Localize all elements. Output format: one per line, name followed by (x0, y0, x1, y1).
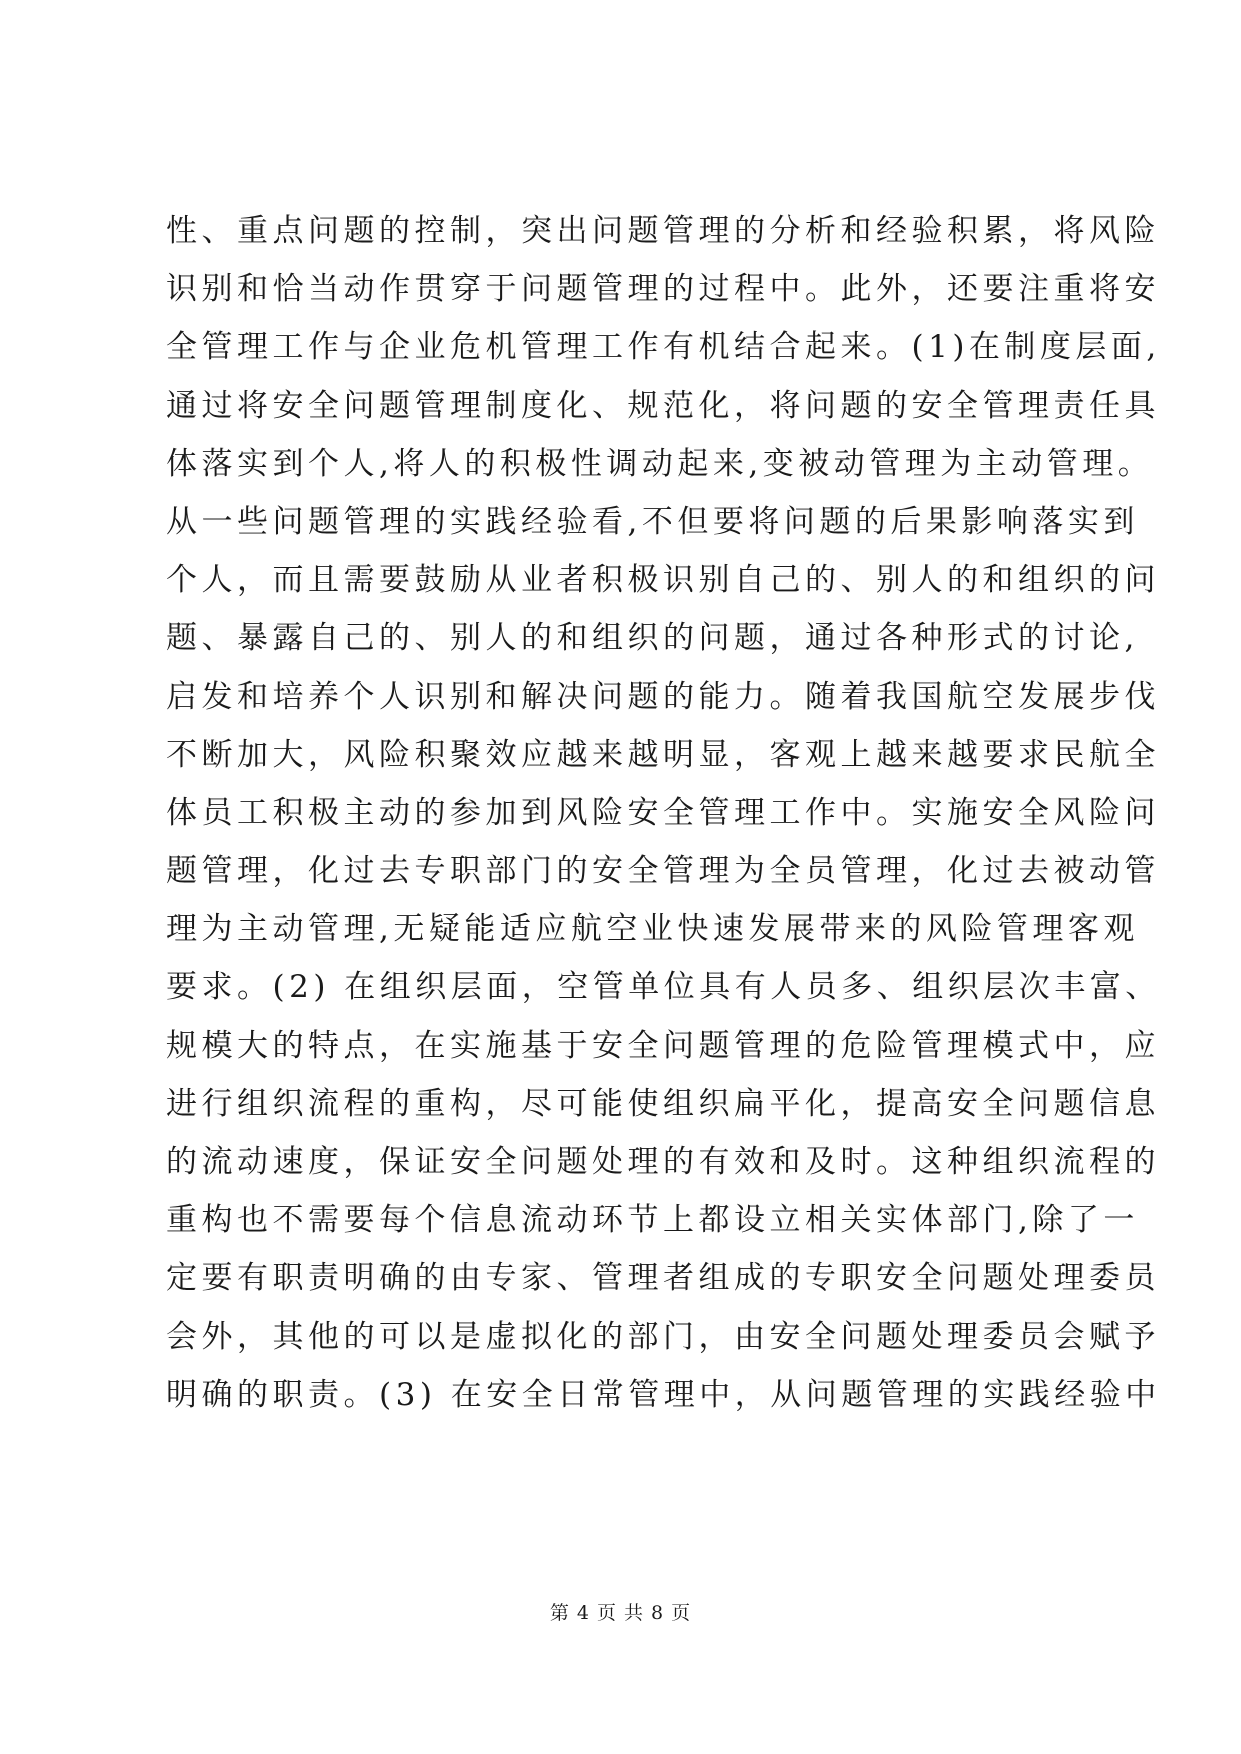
text-line: 启发和培养个人识别和解决问题的能力。随着我国航空发展步伐 (166, 678, 1160, 715)
text-line: 要求。(2) 在组织层面，空管单位具有人员多、组织层次丰富、 (166, 969, 1161, 1006)
body-text (166, 202, 1161, 1424)
text-line: 从一些问题管理的实践经验看,不但要将问题的后果影响落实到 (166, 503, 1139, 540)
text-line: 体落实到个人,将人的积极性调动起来,变被动管理为主动管理。 (166, 445, 1154, 482)
text-line: 题管理，化过去专职部门的安全管理为全员管理，化过去被动管 (166, 853, 1160, 890)
text-line: 的流动速度，保证安全问题处理的有效和及时。这种组织流程的 (166, 1144, 1160, 1180)
text-line: 题、暴露自己的、别人的和组织的问题，通过各种形式的讨论, (166, 620, 1139, 657)
text-line: 定要有职责明确的由专家、管理者组成的专职安全问题处理委员 (166, 1260, 1160, 1297)
text-line: 通过将安全问题管理制度化、规范化，将问题的安全管理责任具 (166, 387, 1160, 424)
text-line: 不断加大，风险积聚效应越来越明显，客观上越来越要求民航全 (166, 736, 1160, 773)
text-line: 重构也不需要每个信息流动环节上都设立相关实体部门,除了一 (166, 1202, 1139, 1239)
text-line: 会外，其他的可以是虚拟化的部门，由安全问题处理委员会赋予 (166, 1318, 1160, 1355)
text-line: 体员工积极主动的参加到风险安全管理工作中。实施安全风险问 (166, 794, 1160, 831)
page-number-footer: 第 4 页 共 8 页 (549, 1602, 692, 1624)
text-line: 全管理工作与企业危机管理工作有机结合起来。(1)在制度层面, (166, 329, 1161, 366)
text-line: 理为主动管理,无疑能适应航空业快速发展带来的风险管理客观 (166, 911, 1139, 948)
text-line: 明确的职责。(3) 在安全日常管理中，从问题管理的实践经验中 (166, 1376, 1161, 1413)
text-line: 规模大的特点，在实施基于安全问题管理的危险管理模式中，应 (166, 1027, 1160, 1064)
text-line: 识别和恰当动作贯穿于问题管理的过程中。此外，还要注重将安 (166, 271, 1160, 308)
text-line: 个人，而且需要鼓励从业者积极识别自己的、别人的和组织的问 (166, 562, 1160, 599)
text-line: 性、重点问题的控制，突出问题管理的分析和经验积累，将风险 (166, 213, 1160, 249)
text-line: 进行组织流程的重构，尽可能使组织扁平化，提高安全问题信息 (166, 1085, 1160, 1122)
